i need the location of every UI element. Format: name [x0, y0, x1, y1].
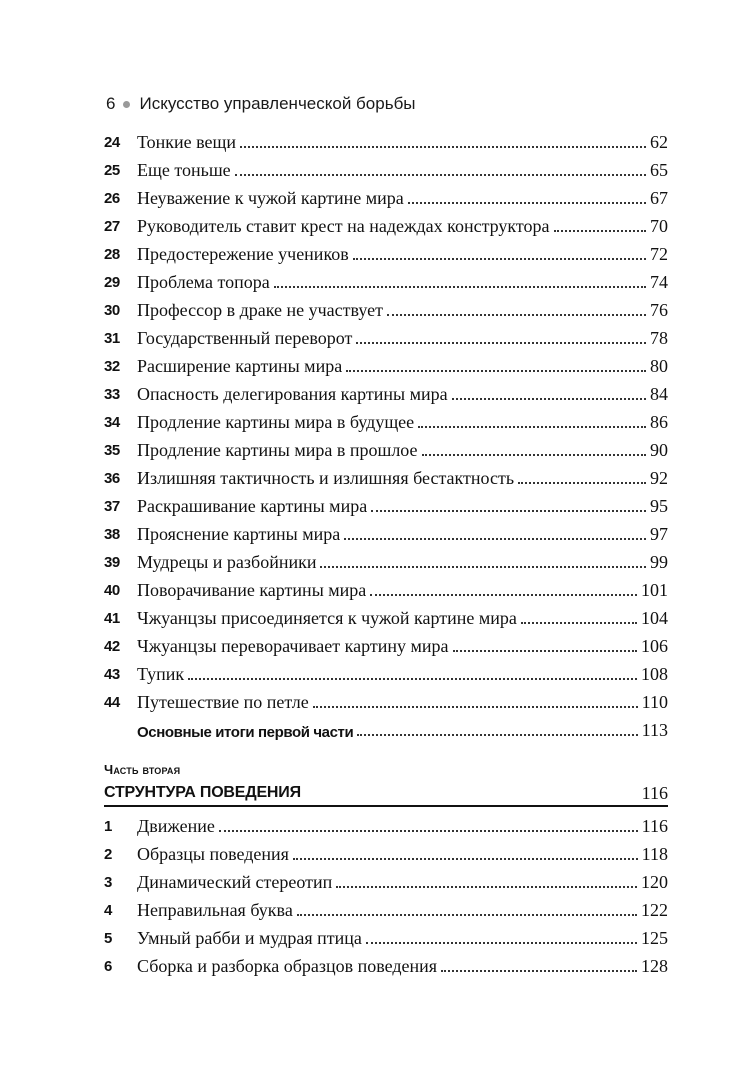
chapter-number: 27: [104, 218, 120, 235]
toc-row[interactable]: [104, 436, 668, 464]
toc-row[interactable]: [104, 548, 668, 576]
dot-leader: [219, 830, 638, 832]
dot-leader: [235, 174, 646, 176]
chapter-page: 84: [650, 384, 668, 404]
chapter-page: 67: [650, 188, 668, 208]
chapter-number: 38: [104, 526, 120, 543]
toc-row[interactable]: [104, 184, 668, 212]
chapter-page: 108: [641, 664, 668, 684]
chapter-number: 5: [104, 930, 112, 947]
chapter-title: Тонкие вещи: [137, 132, 237, 152]
toc-row[interactable]: [104, 492, 668, 520]
dot-leader: [370, 594, 637, 596]
chapter-page: 106: [641, 636, 668, 656]
dot-leader: [371, 510, 646, 512]
chapter-title: Движение: [137, 816, 215, 836]
toc-row[interactable]: [104, 952, 668, 980]
chapter-page: 118: [641, 844, 668, 864]
toc-row[interactable]: [104, 520, 668, 548]
header-book-title: Искусство управленческой борьбы: [139, 94, 416, 113]
toc-part-two: [104, 812, 668, 980]
chapter-number: 42: [104, 638, 120, 655]
chapter-title: Прояснение картины мира: [137, 524, 341, 544]
chapter-number: 39: [104, 554, 120, 571]
chapter-number: 26: [104, 190, 120, 207]
chapter-title: Продление картины мира в прошлое: [137, 440, 418, 460]
chapter-title: Опасность делегирования картины мира: [137, 384, 448, 404]
chapter-number: 32: [104, 358, 120, 375]
part-page: 116: [641, 783, 668, 803]
chapter-page: 128: [641, 956, 668, 976]
chapter-title: Поворачивание картины мира: [137, 580, 367, 600]
toc-row[interactable]: [104, 408, 668, 436]
chapter-number: 34: [104, 414, 120, 431]
dot-leader: [408, 202, 646, 204]
toc-row[interactable]: [104, 688, 668, 716]
toc-summary: [104, 716, 668, 744]
chapter-number: 41: [104, 610, 120, 627]
toc-row[interactable]: [104, 352, 668, 380]
chapter-number: 35: [104, 442, 120, 459]
dot-leader: [521, 622, 637, 624]
chapter-page: 72: [650, 244, 668, 264]
dot-leader: [518, 482, 646, 484]
chapter-title: Руководитель ставит крест на надеждах конструктора: [137, 216, 550, 236]
chapter-number: 6: [104, 958, 112, 975]
running-header: [106, 94, 416, 114]
chapter-title: Расширение картины мира: [137, 356, 343, 376]
toc-row[interactable]: [104, 576, 668, 604]
chapter-title: Государственный переворот: [137, 328, 353, 348]
chapter-page: 90: [650, 440, 668, 460]
chapter-page: 86: [650, 412, 668, 432]
dot-leader: [293, 858, 638, 860]
toc-row[interactable]: [104, 632, 668, 660]
chapter-number: 24: [104, 134, 120, 151]
chapter-page: 95: [650, 496, 668, 516]
toc-row[interactable]: [104, 812, 668, 840]
chapter-title: Чжуанцзы переворачивает картину мира: [137, 636, 449, 656]
toc-row[interactable]: [104, 604, 668, 632]
chapter-number: 43: [104, 666, 120, 683]
dot-leader: [357, 734, 637, 736]
chapter-title: Сборка и разборка образцов поведения: [137, 956, 438, 976]
chapter-page: 101: [641, 580, 668, 600]
chapter-page: 62: [650, 132, 668, 152]
dot-leader: [336, 886, 637, 888]
chapter-number: 30: [104, 302, 120, 319]
chapter-page: 120: [641, 872, 668, 892]
bullet-dot-icon: [123, 101, 130, 108]
chapter-page: 122: [641, 900, 668, 920]
toc-row[interactable]: [104, 324, 668, 352]
chapter-title: Еще тоньше: [137, 160, 231, 180]
chapter-page: 116: [641, 816, 668, 836]
dot-leader: [320, 566, 646, 568]
dot-leader: [344, 538, 646, 540]
chapter-number: 31: [104, 330, 120, 347]
dot-leader: [346, 370, 646, 372]
toc-row[interactable]: [104, 840, 668, 868]
chapter-number: 40: [104, 582, 120, 599]
chapter-number: 28: [104, 246, 120, 263]
chapter-page: 99: [650, 552, 668, 572]
dot-leader: [387, 314, 646, 316]
toc-row[interactable]: [104, 924, 668, 952]
dot-leader: [274, 286, 646, 288]
summary-page: 113: [641, 720, 668, 740]
toc-row[interactable]: [104, 156, 668, 184]
dot-leader: [441, 970, 637, 972]
part-title: СТРУНТУРА ПОВЕДЕНИЯ: [104, 784, 301, 801]
chapter-title: Образцы поведения: [137, 844, 289, 864]
header-page-number: 6: [106, 94, 116, 113]
toc-row[interactable]: [104, 660, 668, 688]
chapter-page: 70: [650, 216, 668, 236]
toc-row[interactable]: [104, 868, 668, 896]
chapter-number: 2: [104, 846, 112, 863]
chapter-title: Неправильная буква: [137, 900, 293, 920]
toc-row[interactable]: [104, 380, 668, 408]
chapter-number: 29: [104, 274, 120, 291]
dot-leader: [313, 706, 638, 708]
toc-row[interactable]: [104, 896, 668, 924]
dot-leader: [418, 426, 646, 428]
dot-leader: [188, 678, 637, 680]
chapter-title: Предостережение учеников: [137, 244, 349, 264]
chapter-page: 110: [641, 692, 668, 712]
chapter-title: Раскрашивание картины мира: [137, 496, 368, 516]
dot-leader: [240, 146, 646, 148]
summary-title: Основные итоги первой части: [137, 724, 354, 741]
part-label: Часть вторая: [104, 762, 181, 777]
chapter-title: Проблема топора: [137, 272, 270, 292]
chapter-title: Умный рабби и мудрая птица: [137, 928, 362, 948]
part-heading[interactable]: [104, 781, 668, 807]
chapter-title: Профессор в драке не участвует: [137, 300, 384, 320]
chapter-title: Путешествие по петле: [137, 692, 309, 712]
toc-row[interactable]: [104, 464, 668, 492]
chapter-page: 74: [650, 272, 668, 292]
chapter-page: 97: [650, 524, 668, 544]
dot-leader: [453, 650, 638, 652]
chapter-page: 92: [650, 468, 668, 488]
chapter-title: Неуважение к чужой картине мира: [137, 188, 404, 208]
dot-leader: [554, 230, 646, 232]
dot-leader: [297, 914, 637, 916]
chapter-page: 125: [641, 928, 668, 948]
chapter-number: 25: [104, 162, 120, 179]
toc-row[interactable]: [104, 128, 668, 156]
chapter-page: 78: [650, 328, 668, 348]
chapter-number: 1: [104, 818, 112, 835]
dot-leader: [366, 942, 637, 944]
chapter-title: Мудрецы и разбойники: [137, 552, 317, 572]
chapter-number: 36: [104, 470, 120, 487]
chapter-number: 3: [104, 874, 112, 891]
chapter-title: Тупик: [137, 664, 185, 684]
toc-part-one: [104, 128, 668, 716]
chapter-number: 4: [104, 902, 112, 919]
toc-row-summary[interactable]: [104, 716, 668, 744]
dot-leader: [422, 454, 646, 456]
chapter-title: Чжуанцзы присоединяется к чужой картине мира: [137, 608, 517, 628]
chapter-title: Продление картины мира в будущее: [137, 412, 415, 432]
chapter-page: 65: [650, 160, 668, 180]
chapter-page: 80: [650, 356, 668, 376]
chapter-title: Излишняя тактичность и излишняя бестактность: [137, 468, 515, 488]
toc-row[interactable]: [104, 240, 668, 268]
toc-row[interactable]: [104, 296, 668, 324]
chapter-number: 44: [104, 694, 120, 711]
chapter-number: 37: [104, 498, 120, 515]
dot-leader: [356, 342, 646, 344]
chapter-title: Динамический стереотип: [137, 872, 333, 892]
toc-row[interactable]: [104, 212, 668, 240]
dot-leader: [452, 398, 646, 400]
chapter-number: 33: [104, 386, 120, 403]
dot-leader: [353, 258, 646, 260]
toc-row[interactable]: [104, 268, 668, 296]
chapter-page: 76: [650, 300, 668, 320]
chapter-page: 104: [641, 608, 668, 628]
